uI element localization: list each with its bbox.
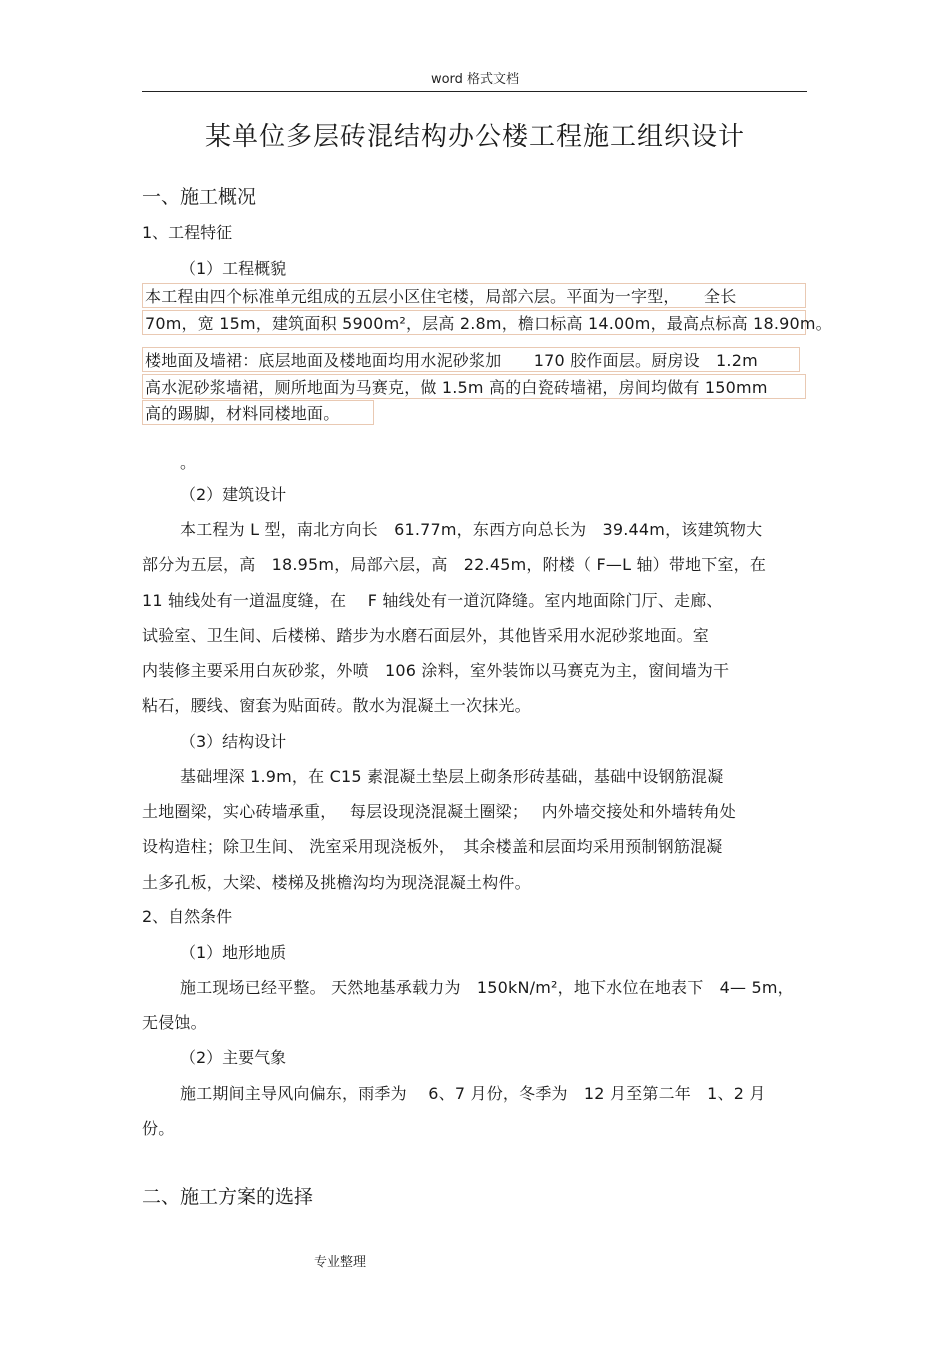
- paragraph-line: 土多孔板，大梁、楼梯及挑檐沟均为现浇混凝土构件。: [142, 873, 531, 892]
- paragraph-line: 70m，宽 15m，建筑面积 5900m²，层高 2.8m，檐口标高 14.00m，最高点标高 18.90m。: [142, 310, 806, 335]
- paragraph-line: 设构造柱；除卫生间、 洗室采用现浇板外， 其余楼盖和层面均采用预制钢筋混凝: [142, 837, 723, 856]
- paragraph-line: 无侵蚀。: [142, 1013, 207, 1032]
- paragraph-line: 内装修主要采用白灰砂浆，外喷 106 涂料，室外装饰以马赛克为主，窗间墙为干: [142, 661, 730, 680]
- paragraph-line: 施工期间主导风向偏东，雨季为 6、7 月份，冬季为 12 月至第二年 1、2 月: [180, 1084, 766, 1103]
- item-heading-structure: （3）结构设计: [180, 732, 287, 751]
- subsection-heading-features: 1、工程特征: [142, 223, 233, 242]
- paragraph-line: 高的踢脚，材料同楼地面。: [142, 400, 374, 425]
- document-title: 某单位多层砖混结构办公楼工程施工组织设计: [204, 122, 745, 152]
- item-heading-architecture: （2）建筑设计: [180, 485, 287, 504]
- paragraph-line: 本工程由四个标准单元组成的五层小区住宅楼，局部六层。平面为一字型， 全长: [142, 283, 806, 308]
- paragraph-tail: 。: [180, 453, 197, 472]
- paragraph-line: 楼地面及墙裙：底层地面及楼地面均用水泥砂浆加 170 胶作面层。厨房设 1.2m: [142, 347, 800, 372]
- section-heading-overview: 一、施工概况: [142, 186, 257, 208]
- paragraph-line: 部分为五层，高 18.95m，局部六层，高 22.45m，附楼（ F—L 轴）带地下室，在: [142, 555, 767, 574]
- paragraph-line: 份。: [142, 1119, 175, 1138]
- page-header: word 格式文档: [430, 72, 520, 87]
- paragraph-line: 本工程为 L 型，南北方向长 61.77m，东西方向总长为 39.44m，该建筑物大: [180, 520, 763, 539]
- paragraph-line: 基础埋深 1.9m，在 C15 素混凝土垫层上砌条形砖基础，基础中设钢筋混凝: [180, 767, 724, 786]
- subsection-heading-natural-conditions: 2、自然条件: [142, 907, 233, 926]
- paragraph-line: 粘石，腰线、窗套为贴面砖。散水为混凝土一次抹光。: [142, 696, 531, 715]
- paragraph-line: 土地圈梁，实心砖墙承重， 每层设现浇混凝土圈梁； 内外墙交接处和外墙转角处: [142, 802, 736, 821]
- item-heading-overview: （1）工程概貌: [180, 259, 287, 278]
- paragraph-line: 高水泥砂浆墙裙，厕所地面为马赛克，做 1.5m 高的白瓷砖墙裙，房间均做有 150mm: [142, 374, 806, 399]
- paragraph-line: 11 轴线处有一道温度缝，在 F 轴线处有一道沉降缝。室内地面除门厅、走廊、: [142, 591, 723, 610]
- item-heading-climate: （2）主要气象: [180, 1048, 287, 1067]
- item-heading-terrain: （1）地形地质: [180, 943, 287, 962]
- paragraph-line: 施工现场已经平整。 天然地基承载力为 150kN/m²，地下水位在地表下 4— 5m，: [180, 978, 794, 997]
- section-heading-construction-plan: 二、施工方案的选择: [142, 1186, 314, 1208]
- paragraph-line: 试验室、卫生间、后楼梯、踏步为水磨石面层外，其他皆采用水泥砂浆地面。室: [142, 626, 710, 645]
- header-divider: [142, 91, 807, 92]
- page-footer: 专业整理: [313, 1255, 366, 1270]
